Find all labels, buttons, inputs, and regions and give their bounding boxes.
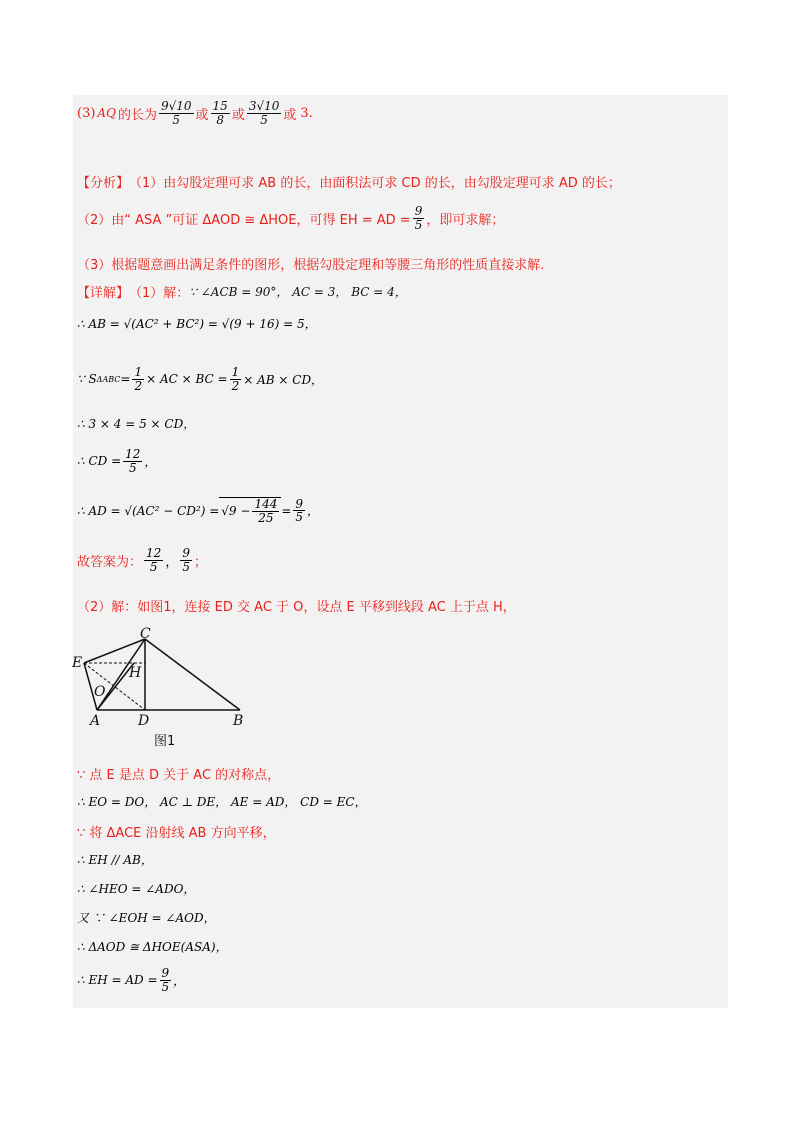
math: ∴ 3 × 4 = 5 × CD， [77,417,196,431]
analysis-tag: 【分析】 [77,176,130,191]
math: ∴ CD = [77,454,122,469]
math: ∴ AD = √(AC² − CD²) = [77,503,220,518]
detail-line-2 [77,315,317,332]
text: 或 [195,107,209,123]
math: × AC × BC = [146,372,228,387]
label-b: B [233,713,244,729]
proof-line-4: ∴ EH // AB， [77,853,153,867]
fraction-2: $\frac{15}{8}$ [212,99,228,127]
detail-line-3 [77,366,323,392]
proof-line-6: 又 ∵ ∠EOH = ∠AOD， [77,911,216,925]
math: = [281,503,292,518]
label-d: D [138,713,150,729]
proof-line-5: ∴ ∠HEO = ∠ADO， [77,882,196,896]
math: ∵ ∠ACB = 90°， AC = 3， BC = 4， [189,285,407,299]
proof-line-2: ∴ EO = DO， AC ⊥ DE， AE = AD， CD = EC， [77,795,367,809]
math: ∴ AB = √(AC² + BC²) = √(9 + 16) = 5， [77,317,317,331]
segment-aq: AQ [97,106,116,121]
proof-line-1: ∵ 点 E 是点 D 关于 AC 的对称点， [77,768,281,783]
fraction-3: $\frac{3√10}{5}$ [248,99,280,127]
detail-line-6 [77,497,319,524]
analysis-line-3 [77,254,544,273]
fraction: $\frac{9}{5}$ [414,204,423,232]
answer-line [77,547,207,573]
fraction-1: $\frac{9√10}{5}$ [160,99,192,127]
figure-caption: 图1 [154,734,176,749]
proof-line-8: ∴ EH = AD = $\frac{9}{5}$ ， [77,966,186,994]
fraction: $\frac{12}{5}$ [125,447,141,475]
text: ，即可求解； [426,212,505,228]
math: ∵ S [77,372,97,387]
fraction-half: $\frac{1}{2}$ [231,365,240,393]
text: ； [193,554,207,570]
text: 或 [283,107,297,123]
label-c: C [140,626,151,642]
math: ， [307,504,320,519]
fraction: $\frac{9}{5}$ [161,966,170,994]
detail-line-1 [77,282,407,301]
geometry-figure-1 [72,625,272,750]
segment-cb [145,639,240,710]
fraction-half: $\frac{1}{2}$ [134,365,143,393]
text: （1）解： [129,286,190,301]
math: × AB × CD， [243,372,324,387]
text: （1）由勾股定理可求 AB 的长，由面积法可求 CD 的长，由勾股定理可求 AD 的长； [129,176,621,191]
segment-ec [84,639,145,663]
text: （3）根据题意画出满足条件的图形，根据勾股定理和等腰三角形的性质直接求解. [77,258,545,273]
text: 的长为 [117,107,157,123]
math: ， [144,454,157,469]
analysis-line-1 [77,172,621,191]
label-h: H [129,665,142,681]
radical: √ 9 − $\frac{144}{25}$ [219,497,281,524]
proof-line-7: ∴ ΔAOD ≅ ΔHOE(ASA)， [77,940,228,954]
text: （2）解：如图1，连接 ED 交 AC 于 O，设点 E 平移到线段 AC 上于点 H， [77,600,516,615]
fraction: $\frac{9}{5}$ [182,546,190,574]
detail-tag: 【详解】 [77,286,130,301]
part3-answer [77,100,313,126]
label-a: A [90,713,101,729]
text: 3. [300,105,313,121]
analysis-line-2 [77,205,504,231]
detail-line-4 [77,415,195,432]
label-e: E [72,655,83,671]
fraction: $\frac{12}{5}$ [146,546,162,574]
text: （2）由“ ASA ”可证 ΔAOD ≅ ΔHOE，可得 EH = AD = [77,212,411,228]
text: 或 [231,107,245,123]
text: ， [165,554,179,570]
detail-line-5 [77,448,156,474]
part2-intro [77,596,516,615]
math-subscript: ΔABC [96,374,121,384]
answer-label: 故答案为： [77,554,143,570]
fraction: $\frac{9}{5}$ [295,496,304,525]
proof-line-3: ∵ 将 ΔACE 沿射线 AB 方向平移， [77,826,276,841]
math: = [120,372,131,387]
label-o: O [94,684,106,700]
part3-label: (3) [77,105,96,121]
